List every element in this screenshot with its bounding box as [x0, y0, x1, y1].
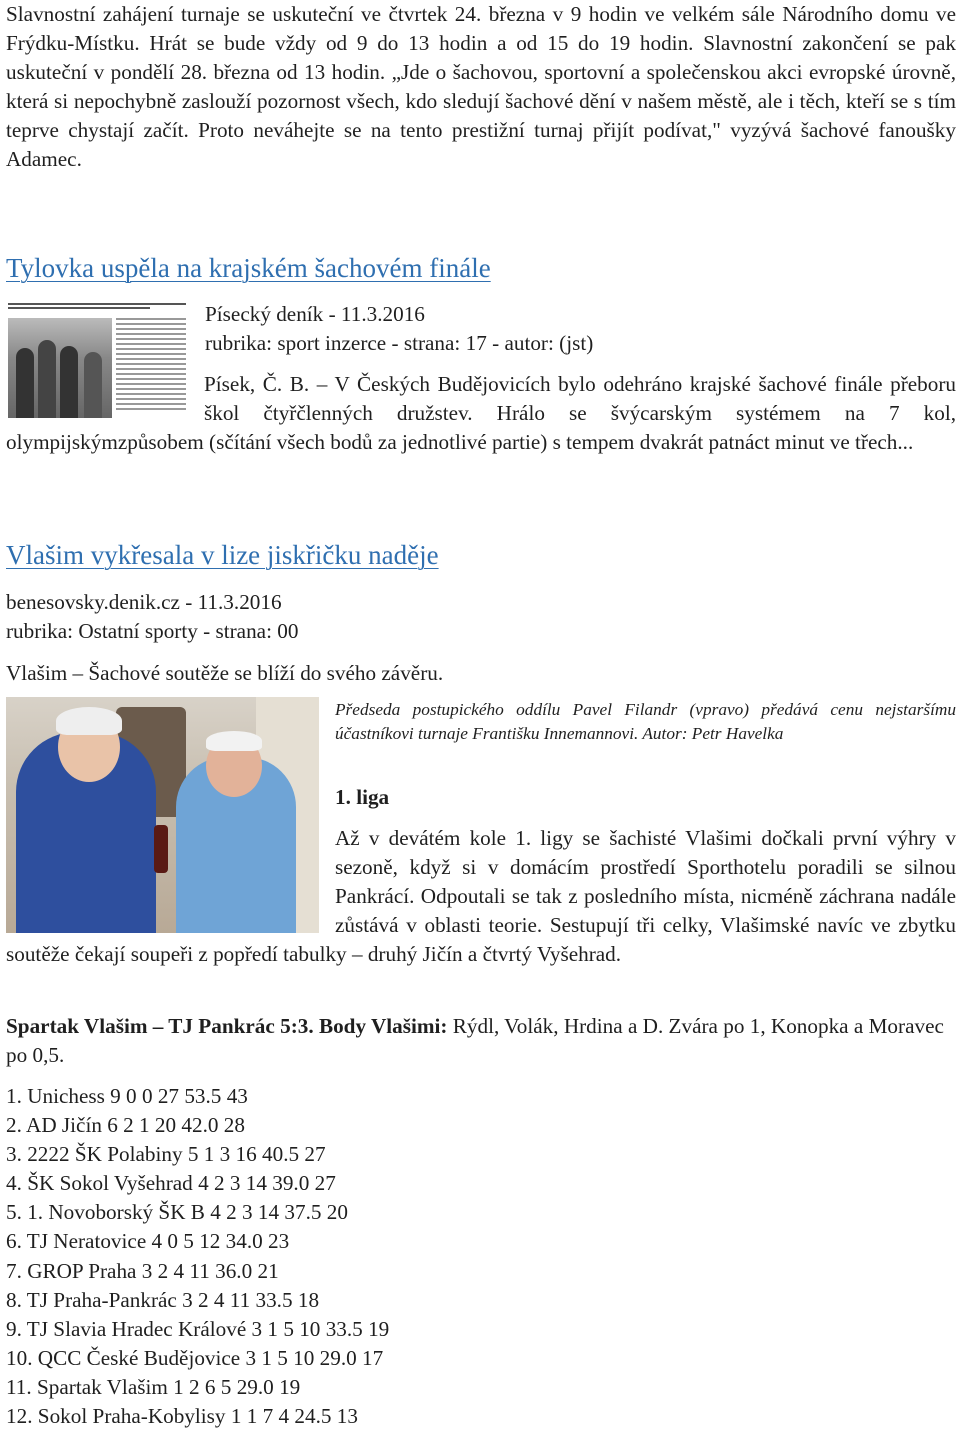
- article1-body-text: Písek, Č. B. – V Českých Budějovicích bylo odehráno krajské šachové finále přeboru škol čtyřčlenných družstev. Hrálo se švýcarským systémem na 7 kol, olympijskýmzpůsobem (sčítání všech bodů za jednotlivé partie) s tempem dvakrát patnáct minut ve třech...: [6, 372, 956, 454]
- standings-row: 12. Sokol Praha-Kobylisy 1 1 7 4 24.5 13: [6, 1404, 358, 1429]
- article1-source: Písecký deník - 11.3.2016: [205, 302, 425, 326]
- article2-body: [6, 824, 956, 969]
- article2-body-text: Až v devátém kole 1. ligy se šachisté Vlašimi dočkali první výhry v sezoně, když si v domácím prostředí Sporthotelu poradili se silnou Pankrácí. Odpoutali se tak z posledního místa, nicméně záchrana nadále zůstává v oblasti teorie. Sestupují tři celky, Vlašimské navíc ve zbytku soutěže čekají soupeři z popředí tabulky – druhý Jičín a čtvrtý Vyšehrad.: [6, 826, 956, 966]
- photo-caption: Předseda postupického oddílu Pavel Filandr (vpravo) předává cenu nejstaršímu účastníkovi turnaje Františku Innemannovi. Autor: Petr Havelka: [335, 700, 956, 743]
- standings-row: 2. AD Jičín 6 2 1 20 42.0 28: [6, 1113, 245, 1138]
- standings-row: 7. GROP Praha 3 2 4 11 36.0 21: [6, 1258, 279, 1283]
- article-title-link-vlasim[interactable]: Vlašim vykřesala v lize jiskřičku naděje: [6, 540, 439, 570]
- article1-float-spacer: [6, 370, 204, 428]
- standings-row: 5. 1. Novoborský ŠK B 4 2 3 14 37.5 20: [6, 1200, 348, 1225]
- article2-lead: Vlašim – Šachové soutěže se blíží do svého závěru.: [6, 661, 444, 685]
- standings-row: 6. TJ Neratovice 4 0 5 12 34.0 23: [6, 1229, 290, 1254]
- article2-source: benesovsky.denik.cz - 11.3.2016: [6, 590, 282, 614]
- match-points: Rýdl, Volák, Hrdina a D. Zvára po 1, Konopka a Moravec po 0,5.: [6, 1014, 944, 1067]
- league-standings: [6, 1082, 389, 1431]
- article1-rubric: rubrika: sport inzerce - strana: 17 - autor: (jst): [205, 331, 594, 355]
- article2-rubric: rubrika: Ostatní sporty - strana: 00: [6, 619, 299, 643]
- standings-row: 4. ŠK Sokol Vyšehrad 4 2 3 14 39.0 27: [6, 1171, 336, 1196]
- standings-row: 11. Spartak Vlašim 1 2 6 5 29.0 19: [6, 1374, 301, 1399]
- standings-row: 8. TJ Praha-Pankrác 3 2 4 11 33.5 18: [6, 1287, 320, 1312]
- standings-row: 3. 2222 ŠK Polabiny 5 1 3 16 40.5 27: [6, 1142, 326, 1167]
- standings-row: 9. TJ Slavia Hradec Králové 3 1 5 10 33.5 19: [6, 1316, 390, 1341]
- section-heading-1-liga: 1. liga: [335, 785, 390, 809]
- match-result: [6, 1012, 956, 1070]
- article2-float-spacer: [6, 824, 335, 940]
- standings-row: 1. Unichess 9 0 0 27 53.5 43: [6, 1084, 248, 1108]
- article-title-link-tylovka[interactable]: Tylovka uspěla na krajském šachovém finále: [6, 253, 491, 283]
- match-result-bold: Spartak Vlašim – TJ Pankrác 5:3. Body Vlašimi:: [6, 1014, 448, 1038]
- intro-paragraph: Slavnostní zahájení turnaje se uskuteční ve čtvrtek 24. března v 9 hodin ve velkém sále Národního domu ve Frýdku-Místku. Hrát se bude vždy od 9 do 13 hodin a od 15 do 19 hodin. Slavnostní zakončení se pak uskuteční v pondělí 28. března od 13 hodin. „Jde o šachovou, sportovní a společenskou akci evropské úrovně, která si nepochybně zaslouží pozornost všech, kdo sledují šachové dění v našem městě, ale i těch, kteří se s tím teprve chystají začít. Proto neváhejte se na tento prestižní turnaj přijít podívat," vyzývá šachové fanoušky Adamec.: [6, 2, 956, 171]
- standings-row: 10. QCC České Budějovice 3 1 5 10 29.0 17: [6, 1345, 384, 1370]
- article1-body: [6, 370, 956, 457]
- clipping-headline: [8, 303, 186, 313]
